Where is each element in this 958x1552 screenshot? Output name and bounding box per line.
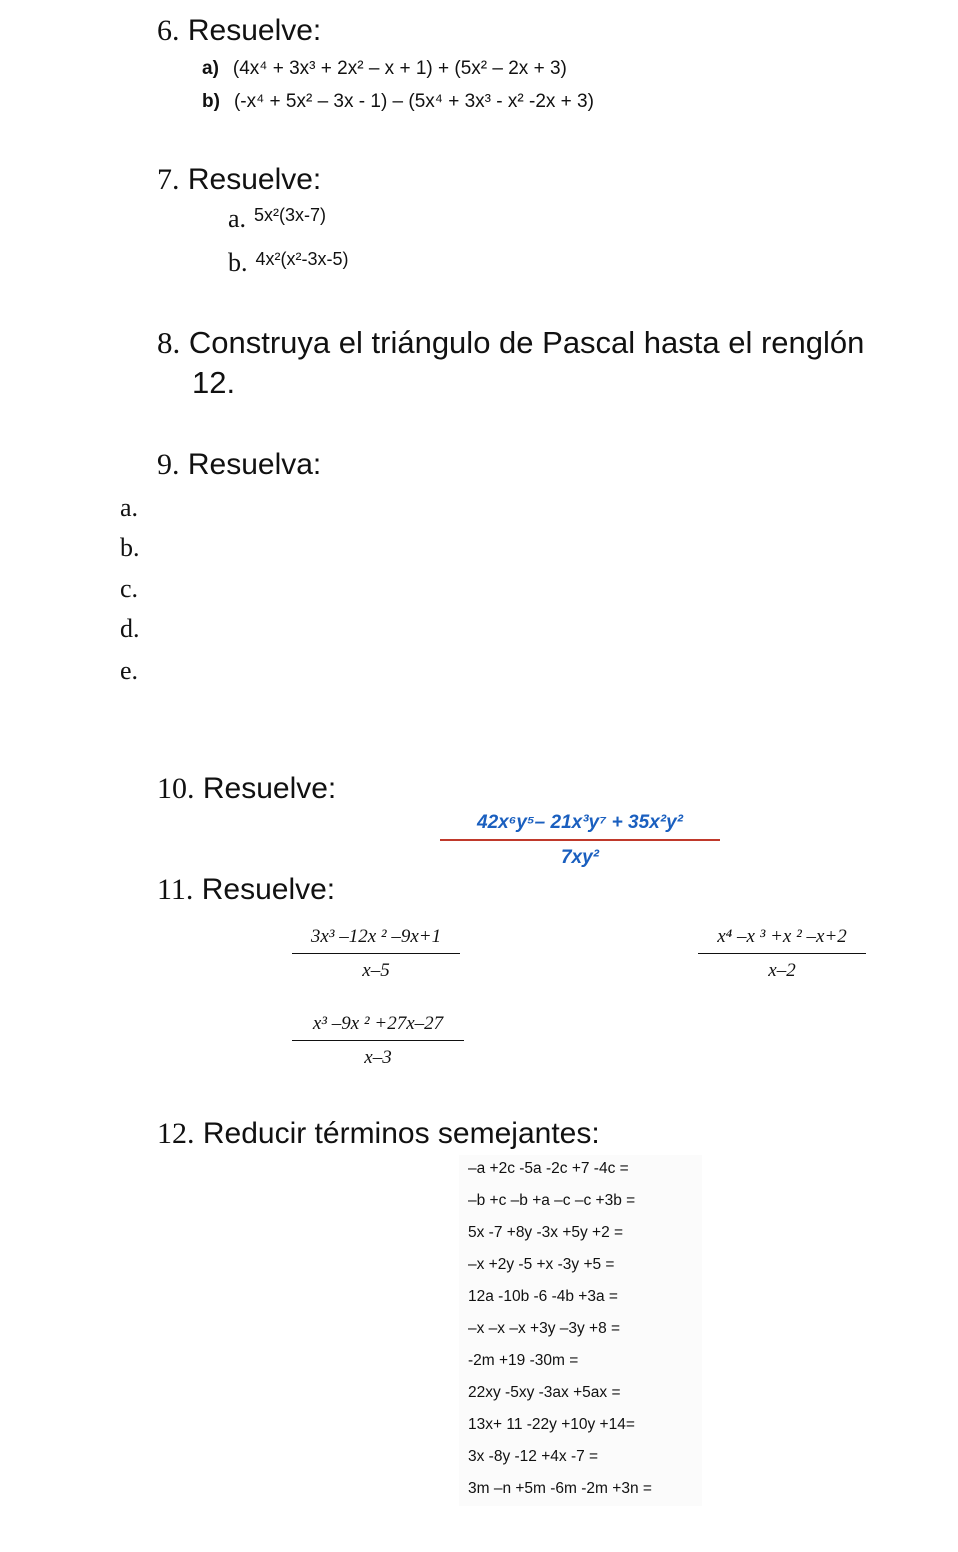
q6-item-b xyxy=(202,91,594,113)
q6-title: Resuelve: xyxy=(187,14,322,47)
q7-item-b xyxy=(228,248,349,278)
q6-item-b-label: b) xyxy=(202,91,220,112)
q9-letter-b: b. xyxy=(120,533,140,562)
q11-fraction-1-bar xyxy=(292,953,460,954)
q7-title: Resuelve: xyxy=(187,163,322,196)
q12-expression-9: 13x+ 11 -22y +10y +14= xyxy=(468,1416,635,1433)
q11-fraction-2 xyxy=(698,926,866,982)
q10-title: Resuelve: xyxy=(202,772,337,805)
q8-number: 8. xyxy=(157,325,181,360)
q9-letter-e: e. xyxy=(120,656,139,685)
q10-fraction xyxy=(440,812,720,869)
q11-heading xyxy=(157,873,335,907)
q7-item-b-expr: 4x²(x²-3x-5) xyxy=(255,249,349,269)
q9-heading xyxy=(157,448,321,482)
q11-fraction-3-numerator: x³ –9x ² +27x–27 xyxy=(312,1013,444,1034)
q11-fraction-2-denominator: x–2 xyxy=(768,960,796,981)
q11-fraction-2-bar xyxy=(698,953,866,954)
q6-item-b-expr: (-x⁴ + 5x² – 3x - 1) – (5x⁴ + 3x³ - x² -2x + 3) xyxy=(233,91,594,112)
q10-fraction-bar xyxy=(440,839,720,841)
q10-heading xyxy=(157,772,336,806)
q8-title-line2: 12. xyxy=(192,365,236,400)
q7-item-a-label: a. xyxy=(228,204,247,233)
q12-expression-6: –x –x –x +3y –3y +8 = xyxy=(468,1320,621,1337)
q7-number: 7. xyxy=(157,163,180,196)
q9-letter-c: c. xyxy=(120,574,139,603)
q11-fraction-3-bar xyxy=(292,1040,464,1041)
q11-number: 11. xyxy=(157,873,194,906)
q12-title: Reducir términos semejantes: xyxy=(202,1117,600,1150)
q9-number: 9. xyxy=(157,448,180,481)
q12-heading xyxy=(157,1117,600,1151)
q8-heading xyxy=(157,325,864,361)
q9-letter-d: d. xyxy=(120,614,140,643)
q12-expression-1: –a +2c -5a -2c +7 -4c = xyxy=(468,1160,629,1177)
q12-expression-2: –b +c –b +a –c –c +3b = xyxy=(468,1192,636,1209)
q11-fraction-3-denominator: x–3 xyxy=(364,1047,392,1068)
q7-item-a xyxy=(228,204,326,234)
q11-fraction-1-denominator: x–5 xyxy=(362,960,390,981)
q12-expression-8: 22xy -5xy -3ax +5ax = xyxy=(468,1384,621,1401)
q12-expression-5: 12a -10b -6 -4b +3a = xyxy=(468,1288,618,1305)
q12-expression-11: 3m –n +5m -6m -2m +3n = xyxy=(468,1480,652,1497)
q12-expression-3: 5x -7 +8y -3x +5y +2 = xyxy=(468,1224,624,1241)
q6-heading xyxy=(157,14,321,48)
q11-fraction-2-numerator: x⁴ –x ³ +x ² –x+2 xyxy=(717,926,847,947)
q7-item-b-label: b. xyxy=(228,248,248,277)
q6-item-a-expr: (4x⁴ + 3x³ + 2x² – x + 1) + (5x² – 2x + 3) xyxy=(232,58,567,79)
q6-item-a xyxy=(202,58,567,80)
q12-number: 12. xyxy=(157,1117,195,1150)
q9-title: Resuelva: xyxy=(187,448,322,481)
q11-fraction-3 xyxy=(292,1013,464,1069)
q10-number: 10. xyxy=(157,772,195,805)
q6-item-a-label: a) xyxy=(202,58,219,79)
q12-expression-7: -2m +19 -30m = xyxy=(468,1352,579,1369)
q12-expression-4: –x +2y -5 +x -3y +5 = xyxy=(468,1256,615,1273)
q9-letter-a: a. xyxy=(120,493,139,522)
q12-expression-10: 3x -8y -12 +4x -7 = xyxy=(468,1448,599,1465)
q11-fraction-1 xyxy=(292,926,460,982)
q6-number: 6. xyxy=(157,14,180,47)
q11-title: Resuelve: xyxy=(201,873,336,906)
q8-title-line1: Construya el triángulo de Pascal hasta el renglón xyxy=(188,325,865,360)
q11-fraction-1-numerator: 3x³ –12x ² –9x+1 xyxy=(310,926,442,947)
q10-denominator: 7xy² xyxy=(560,847,600,868)
q10-numerator: 42x⁶y⁵– 21x³y⁷ + 35x²y² xyxy=(477,812,683,833)
q7-item-a-expr: 5x²(3x-7) xyxy=(254,205,327,225)
q7-heading xyxy=(157,163,321,197)
